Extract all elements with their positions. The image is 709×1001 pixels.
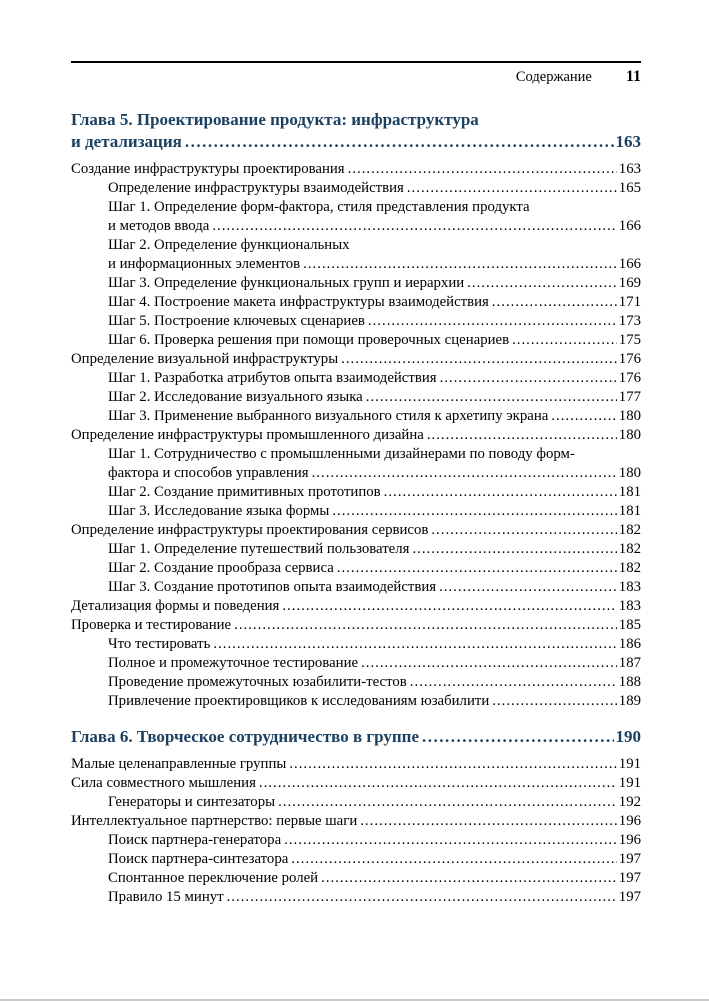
toc-entry [71, 407, 641, 426]
toc-entry [71, 692, 641, 711]
entry-page-number: 197 [618, 851, 641, 867]
dot-leader [492, 293, 617, 312]
entry-page-number: 182 [618, 522, 641, 538]
toc-entry [71, 597, 641, 616]
entry-text-line: Интеллектуальное партнерство: первые шаги [71, 813, 358, 829]
entry-page-number: 189 [618, 693, 641, 709]
dot-leader [431, 521, 616, 540]
entry-text-line: фактора и способов управления [108, 465, 309, 481]
toc-entry [71, 831, 641, 850]
dot-leader [337, 559, 617, 578]
toc-entry [71, 312, 641, 331]
toc-entry [71, 502, 641, 521]
entry-list [71, 755, 641, 907]
entry-text-line: Шаг 3. Исследование языка формы [108, 503, 330, 519]
toc-entry [71, 236, 641, 274]
toc-entry [71, 198, 641, 236]
toc-entry [71, 812, 641, 831]
entry-page-number: 166 [618, 256, 641, 272]
dot-leader [427, 426, 617, 445]
page-header [71, 68, 641, 86]
dot-leader [278, 793, 617, 812]
toc-entry [71, 850, 641, 869]
entry-text-line: Генераторы и синтезаторы [108, 794, 276, 810]
entry-page-number: 188 [618, 674, 641, 690]
entry-text-line: Полное и промежуточное тестирование [108, 655, 359, 671]
entry-page-number: 197 [618, 870, 641, 886]
entry-page-number: 183 [618, 579, 641, 595]
entry-text-line: Шаг 1. Определение путешествий пользователя [108, 541, 410, 557]
entry-text-line: Глава 6. Творческое сотрудничество в группе [71, 727, 420, 746]
entry-text-line: Шаг 1. Определение форм-фактора, стиля представления продукта [108, 199, 530, 215]
dot-leader [213, 635, 616, 654]
entry-text-line: Создание инфраструктуры проектирования [71, 161, 345, 177]
chapter-heading [71, 109, 641, 153]
dot-leader [234, 616, 617, 635]
dot-leader [259, 774, 617, 793]
entry-text-line: Что тестировать [108, 636, 211, 652]
entry-page-number: 180 [618, 408, 641, 424]
dot-leader [360, 812, 617, 831]
entry-page-number: 181 [618, 484, 641, 500]
toc-entry [71, 293, 641, 312]
entry-text-line: Определение инфраструктуры взаимодействия [108, 180, 404, 196]
dot-leader [212, 217, 616, 236]
dot-leader [366, 388, 617, 407]
dot-leader [440, 369, 617, 388]
header-rule [71, 61, 641, 63]
entry-page-number: 192 [618, 794, 641, 810]
entry-text-line: Поиск партнера-синтезатора [108, 851, 289, 867]
entry-text-line: Определение инфраструктуры проектирования сервисов [71, 522, 429, 538]
entry-text-line: Шаг 2. Создание примитивных прототипов [108, 484, 381, 500]
entry-page-number: 182 [618, 560, 641, 576]
entry-text-line: Шаг 2. Исследование визуального языка [108, 389, 363, 405]
dot-leader [368, 312, 617, 331]
entry-text-line: Шаг 6. Проверка решения при помощи проверочных сценариев [108, 332, 510, 348]
entry-text-line: Шаг 1. Разработка атрибутов опыта взаимодействия [108, 370, 437, 386]
entry-text-line: Шаг 5. Построение ключевых сценариев [108, 313, 365, 329]
entry-page-number: 171 [618, 294, 641, 310]
entry-page-number: 173 [618, 313, 641, 329]
dot-leader [439, 578, 617, 597]
toc-entry [71, 350, 641, 369]
entry-text-line: Спонтанное переключение ролей [108, 870, 319, 886]
entry-page-number: 180 [618, 465, 641, 481]
toc-content [71, 61, 641, 907]
header-title: Содержание [515, 69, 592, 85]
entry-page-number: 165 [618, 180, 641, 196]
entry-text-line: Правило 15 минут [108, 889, 224, 905]
entry-page-number: 182 [618, 541, 641, 557]
toc-entry [71, 654, 641, 673]
dot-leader [303, 255, 617, 274]
dot-leader [410, 673, 617, 692]
dot-leader [289, 755, 616, 774]
entry-page-number: 187 [618, 655, 641, 671]
toc-entry [71, 869, 641, 888]
dot-leader [312, 464, 617, 483]
toc-entry [71, 331, 641, 350]
toc-entry [71, 578, 641, 597]
chapter-heading [71, 726, 641, 748]
toc-entry [71, 888, 641, 907]
entry-page-number: 197 [618, 889, 641, 905]
entry-text-line: Глава 5. Проектирование продукта: инфраструктура [71, 110, 479, 129]
entry-text-line: и методов ввода [108, 218, 210, 234]
toc-entry [71, 426, 641, 445]
entry-list [71, 160, 641, 711]
dot-leader [551, 407, 616, 426]
entry-text-line: Привлечение проектировщиков к исследованиям юзабилити [108, 693, 490, 709]
entry-text-line: Шаг 4. Построение макета инфраструктуры взаимодействия [108, 294, 489, 310]
entry-text-line: Шаг 3. Создание прототипов опыта взаимодействия [108, 579, 437, 595]
toc-entry [71, 160, 641, 179]
entry-text-line: Шаг 1. Сотрудничество с промышленными дизайнерами по поводу форм- [108, 446, 575, 462]
dot-leader [185, 131, 614, 153]
dot-leader [384, 483, 617, 502]
toc-entry [71, 616, 641, 635]
entry-page-number: 191 [618, 775, 641, 791]
dot-leader [348, 160, 617, 179]
entry-page-number: 163 [618, 161, 641, 177]
entry-text-line: и детализация [71, 132, 182, 151]
entry-text-line: Малые целенаправленные группы [71, 756, 287, 772]
entry-text-line: Детализация формы и поведения [71, 598, 280, 614]
entry-page-number: 180 [618, 427, 641, 443]
entry-page-number: 196 [618, 813, 641, 829]
dot-leader [422, 726, 613, 748]
dot-leader [282, 597, 616, 616]
entry-text-line: Шаг 2. Создание прообраза сервиса [108, 560, 334, 576]
entry-text-line: Шаг 3. Определение функциональных групп и иерархии [108, 275, 465, 291]
entry-page-number: 196 [618, 832, 641, 848]
toc-entry [71, 483, 641, 502]
dot-leader [492, 692, 617, 711]
dot-leader [284, 831, 617, 850]
entry-text-line: Сила совместного мышления [71, 775, 256, 791]
dot-leader [407, 179, 617, 198]
entry-text-line: Проведение промежуточных юзабилити-тестов [108, 674, 407, 690]
entry-page-number: 163 [615, 132, 641, 151]
entry-page-number: 175 [618, 332, 641, 348]
dot-leader [321, 869, 617, 888]
dot-leader [467, 274, 617, 293]
entry-page-number: 183 [618, 598, 641, 614]
toc-entry [71, 755, 641, 774]
dot-leader [332, 502, 616, 521]
header-page-number: 11 [625, 68, 641, 85]
toc-entry [71, 559, 641, 578]
toc-section [71, 726, 641, 907]
entry-page-number: 186 [618, 636, 641, 652]
entry-text-line: Определение визуальной инфраструктуры [71, 351, 339, 367]
entry-text-line: Шаг 2. Определение функциональных [108, 237, 350, 253]
entry-page-number: 190 [615, 727, 641, 746]
toc-entry [71, 445, 641, 483]
dot-leader [361, 654, 617, 673]
dot-leader [341, 350, 617, 369]
dot-leader [412, 540, 616, 559]
dot-leader [291, 850, 617, 869]
dot-leader [227, 888, 617, 907]
toc-entry [71, 521, 641, 540]
entry-page-number: 185 [618, 617, 641, 633]
entry-text-line: Проверка и тестирование [71, 617, 232, 633]
entry-text-line: Определение инфраструктуры промышленного дизайна [71, 427, 424, 443]
toc-entry [71, 793, 641, 812]
toc [71, 109, 641, 907]
toc-entry [71, 369, 641, 388]
entry-page-number: 166 [618, 218, 641, 234]
toc-entry [71, 673, 641, 692]
toc-entry [71, 540, 641, 559]
toc-entry [71, 774, 641, 793]
toc-entry [71, 635, 641, 654]
entry-text-line: и информационных элементов [108, 256, 301, 272]
entry-text-line: Шаг 3. Применение выбранного визуального стиля к архетипу экрана [108, 408, 549, 424]
entry-page-number: 176 [618, 370, 641, 386]
toc-section [71, 109, 641, 711]
entry-page-number: 191 [618, 756, 641, 772]
entry-page-number: 181 [618, 503, 641, 519]
toc-entry [71, 274, 641, 293]
dot-leader [512, 331, 617, 350]
entry-text-line: Поиск партнера-генератора [108, 832, 282, 848]
toc-entry [71, 179, 641, 198]
entry-page-number: 177 [618, 389, 641, 405]
entry-page-number: 169 [618, 275, 641, 291]
entry-page-number: 176 [618, 351, 641, 367]
toc-entry [71, 388, 641, 407]
